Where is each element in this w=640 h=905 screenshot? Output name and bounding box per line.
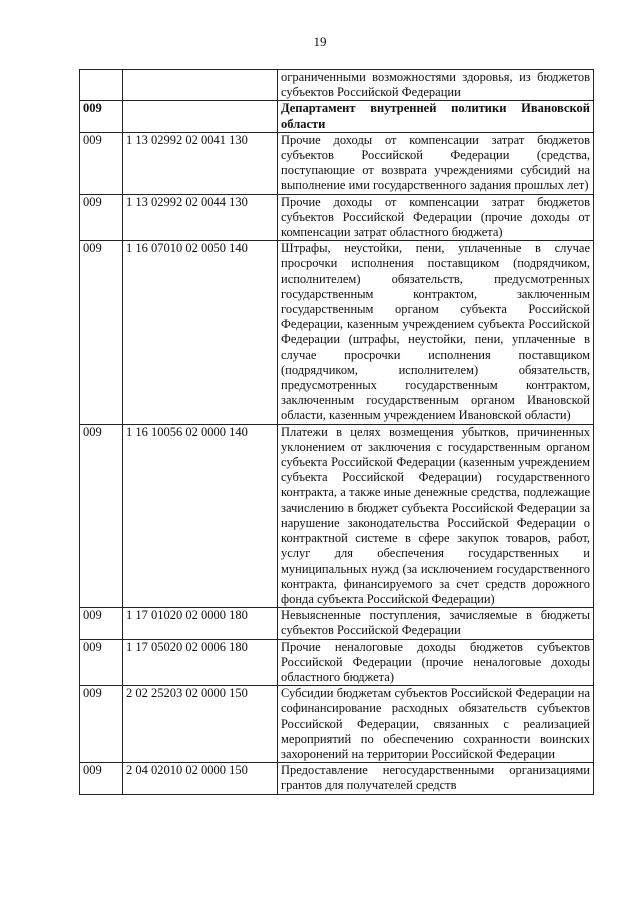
budget-code-cell: 1 17 05020 02 0006 180 xyxy=(123,639,278,686)
table-row xyxy=(80,763,594,794)
table-row xyxy=(80,241,594,424)
admin-code-cell: 009 xyxy=(80,241,123,424)
table-row xyxy=(80,194,594,241)
budget-code-cell: 2 04 02010 02 0000 150 xyxy=(123,763,278,794)
description-cell: Штрафы, неустойки, пени, уплаченные в случае просрочки исполнения поставщиком (подрядчиком, исполнителем) обязательств, предусмотренных государственным контрактом, заключенным государственным органом субъекта Российской Федерации, казенным учреждением субъекта Российской Федерации (штрафы, неустойки, пени, уплаченные в случае просрочки исполнения поставщиком (подрядчиком, исполнителем) обязательств, предусмотренных государственным контрактом, заключенным государственным органом Ивановской области, казенным учреждением Ивановской области) xyxy=(278,241,594,424)
admin-code-cell xyxy=(80,70,123,101)
budget-classification-table xyxy=(79,69,594,795)
budget-code-cell: 1 16 07010 02 0050 140 xyxy=(123,241,278,424)
page-number: 19 xyxy=(313,34,327,49)
description-cell: Прочие доходы от компенсации затрат бюджетов субъектов Российской Федерации (прочие доходы от компенсации затрат областного бюджета) xyxy=(278,194,594,241)
description-cell: Прочие неналоговые доходы бюджетов субъектов Российской Федерации (прочие неналоговые доходы областного бюджета) xyxy=(278,639,594,686)
budget-code-cell xyxy=(123,70,278,101)
table-row xyxy=(80,132,594,194)
description-cell: Прочие доходы от компенсации затрат бюджетов субъектов Российской Федерации (средства, поступающие от возврата учреждениями субсидий на выполнение ими государственного задания прошлых лет) xyxy=(278,132,594,194)
admin-code-cell: 009 xyxy=(80,686,123,763)
admin-code-cell: 009 xyxy=(80,101,123,132)
admin-code-cell: 009 xyxy=(80,424,123,607)
description-cell: Департамент внутренней политики Ивановской области xyxy=(278,101,594,132)
admin-code-cell: 009 xyxy=(80,763,123,794)
table-row xyxy=(80,70,594,101)
budget-code-cell: 1 17 01020 02 0000 180 xyxy=(123,608,278,639)
table-row xyxy=(80,639,594,686)
table-row xyxy=(80,608,594,639)
budget-code-cell xyxy=(123,101,278,132)
budget-code-cell: 1 13 02992 02 0044 130 xyxy=(123,194,278,241)
table-row xyxy=(80,686,594,763)
description-cell: Невыясненные поступления, зачисляемые в бюджеты субъектов Российской Федерации xyxy=(278,608,594,639)
admin-code-cell: 009 xyxy=(80,194,123,241)
table-row xyxy=(80,424,594,607)
budget-code-cell: 1 16 10056 02 0000 140 xyxy=(123,424,278,607)
admin-code-cell: 009 xyxy=(80,639,123,686)
description-cell: Субсидии бюджетам субъектов Российской Федерации на софинансирование расходных обязательств субъектов Российской Федерации, связанных с реализацией мероприятий по обеспечению сохранности воинских захоронений на территории Российской Федерации xyxy=(278,686,594,763)
admin-code-cell: 009 xyxy=(80,132,123,194)
admin-code-cell: 009 xyxy=(80,608,123,639)
description-cell: Предоставление негосударственными организациями грантов для получателей средств xyxy=(278,763,594,794)
department-header-row xyxy=(80,101,594,132)
budget-code-cell: 2 02 25203 02 0000 150 xyxy=(123,686,278,763)
description-cell: Платежи в целях возмещения убытков, причиненных уклонением от заключения с государственным органом субъекта Российской Федерации (казенным учреждением субъекта Российской Федерации) государственного контракта, а также иные денежные средства, подлежащие зачислению в бюджет субъекта Российской Федерации за нарушение законодательства Российской Федерации о контрактной системе в сфере закупок товаров, работ, услуг для обеспечения государственных и муниципальных нужд (за исключением государственного контракта, финансируемого за счет средств дорожного фонда субъекта Российской Федерации) xyxy=(278,424,594,607)
budget-code-cell: 1 13 02992 02 0041 130 xyxy=(123,132,278,194)
description-cell: ограниченными возможностями здоровья, из бюджетов субъектов Российской Федерации xyxy=(278,70,594,101)
